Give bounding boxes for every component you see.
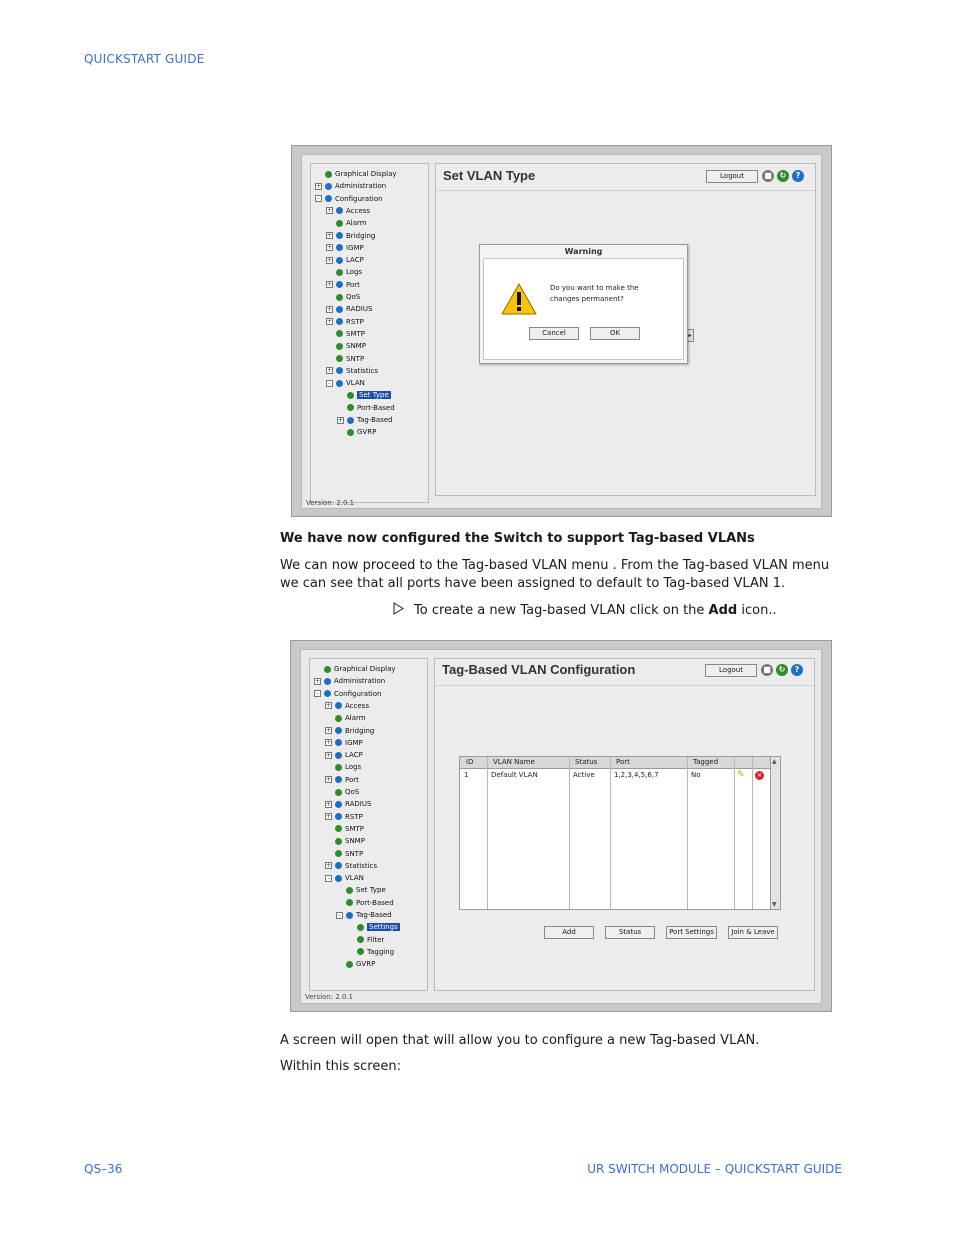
nav-item-sntp[interactable] bbox=[325, 848, 363, 860]
nav-item-set-type[interactable] bbox=[336, 884, 386, 896]
nav-item-label: SNMP bbox=[345, 837, 365, 846]
nav-item-label: LACP bbox=[346, 256, 364, 265]
page-bullet-icon bbox=[336, 220, 343, 227]
nav-item-label: Configuration bbox=[335, 194, 383, 203]
nav-item-port[interactable] bbox=[325, 774, 359, 786]
port-settings-button[interactable]: Port Settings bbox=[666, 926, 717, 939]
page-bullet-icon bbox=[335, 789, 342, 796]
folder-bullet-icon bbox=[335, 776, 342, 783]
collapse-icon[interactable]: - bbox=[336, 912, 343, 919]
title-divider bbox=[435, 685, 814, 686]
expand-icon[interactable]: + bbox=[326, 813, 332, 821]
expand-icon[interactable]: + bbox=[327, 256, 333, 264]
nav-item-filter[interactable] bbox=[347, 934, 384, 946]
nav-item-label: GVRP bbox=[357, 428, 377, 437]
folder-bullet-icon bbox=[336, 380, 343, 387]
expand-icon[interactable]: + bbox=[327, 318, 333, 326]
nav-item-bridging[interactable] bbox=[326, 230, 375, 242]
page-bullet-icon bbox=[325, 171, 332, 178]
expand-icon[interactable]: + bbox=[327, 207, 333, 215]
folder-bullet-icon bbox=[335, 801, 342, 808]
section-heading: We have now configured the Switch to support Tag-based VLANs bbox=[280, 531, 755, 546]
nav-item-label: SMTP bbox=[346, 329, 365, 338]
dialog-title: Warning bbox=[564, 247, 603, 256]
table-scrollbar[interactable] bbox=[770, 757, 780, 909]
nav-item-sntp[interactable] bbox=[326, 353, 364, 365]
screenshot-set-vlan-type bbox=[291, 145, 832, 517]
content-area bbox=[434, 658, 815, 991]
nav-item-label: Graphical Display bbox=[335, 170, 397, 178]
expand-icon[interactable]: + bbox=[327, 232, 333, 239]
nav-item-label: Port-Based bbox=[356, 898, 394, 907]
instruction-prefix: To create a new Tag-based VLAN click on the bbox=[414, 603, 709, 618]
nav-item-label: Set Type bbox=[356, 886, 386, 895]
nav-item-label: IGMP bbox=[345, 738, 363, 747]
expand-icon[interactable]: + bbox=[316, 182, 322, 190]
expand-icon[interactable]: + bbox=[326, 751, 332, 759]
nav-item-label: RADIUS bbox=[346, 305, 373, 314]
nav-item-vlan[interactable] bbox=[326, 377, 365, 389]
add-button[interactable]: Add bbox=[544, 926, 594, 939]
nav-item-label: LACP bbox=[345, 751, 363, 760]
folder-bullet-icon bbox=[336, 257, 343, 264]
warning-dialog bbox=[479, 244, 688, 364]
expand-icon[interactable]: + bbox=[326, 800, 332, 808]
column-header-vlan-name: VLAN Name bbox=[493, 758, 535, 766]
expand-icon[interactable]: + bbox=[315, 677, 321, 685]
collapse-icon[interactable]: - bbox=[314, 690, 321, 697]
folder-bullet-icon bbox=[335, 813, 342, 820]
nav-item-qos[interactable] bbox=[326, 291, 360, 303]
footer-title: UR SWITCH MODULE – QUICKSTART GUIDE bbox=[587, 1162, 842, 1176]
column-header-status: Status bbox=[575, 758, 598, 766]
version-label: Version: 2.0.1 bbox=[306, 499, 355, 507]
nav-item-smtp[interactable] bbox=[326, 328, 365, 340]
nav-item-label: Settings bbox=[369, 923, 398, 932]
logout-button[interactable]: Logout bbox=[705, 664, 757, 677]
page-header: QUICKSTART GUIDE bbox=[84, 52, 205, 66]
nav-item-label: RSTP bbox=[346, 317, 364, 326]
collapse-icon[interactable]: - bbox=[325, 875, 332, 882]
dropdown-arrow-icon[interactable]: ▸ bbox=[686, 329, 694, 342]
column-header-tagged: Tagged bbox=[693, 758, 719, 766]
nav-item-label: Access bbox=[346, 206, 370, 215]
column-header-id: ID bbox=[466, 758, 474, 766]
navigation-tree bbox=[310, 163, 429, 503]
column-divider bbox=[687, 757, 688, 909]
folder-bullet-icon bbox=[346, 912, 353, 919]
folder-bullet-icon bbox=[325, 195, 332, 202]
nav-item-settings[interactable] bbox=[347, 921, 400, 933]
warning-icon bbox=[501, 283, 537, 315]
page-bullet-icon bbox=[357, 936, 364, 943]
nav-item-label: Tagging bbox=[367, 947, 395, 956]
scroll-up-icon[interactable]: ▲ bbox=[772, 758, 777, 765]
expand-icon[interactable]: + bbox=[326, 727, 332, 734]
nav-item-label: Set Type bbox=[359, 391, 389, 400]
page-bullet-icon bbox=[357, 948, 364, 955]
scroll-down-icon[interactable]: ▼ bbox=[772, 901, 777, 908]
nav-item-access[interactable] bbox=[325, 700, 369, 712]
expand-icon[interactable]: + bbox=[326, 862, 332, 870]
nav-item-igmp[interactable] bbox=[325, 737, 363, 749]
nav-item-label: RADIUS bbox=[345, 800, 372, 809]
nav-item-label: QoS bbox=[345, 788, 360, 796]
nav-item-tagging[interactable] bbox=[347, 946, 394, 958]
page-bullet-icon bbox=[336, 330, 343, 337]
nav-item-label: Administration bbox=[335, 182, 387, 191]
nav-item-label: Tag-Based bbox=[357, 416, 393, 424]
nav-item-label: Port-Based bbox=[357, 403, 395, 412]
nav-item-bridging[interactable] bbox=[325, 725, 374, 737]
folder-bullet-icon bbox=[324, 690, 331, 697]
nav-item-label: QoS bbox=[346, 293, 361, 301]
refresh-icon[interactable]: ↻ bbox=[776, 664, 788, 676]
dialog-body bbox=[483, 258, 684, 360]
page-bullet-icon bbox=[335, 838, 342, 845]
nav-item-label: VLAN bbox=[346, 379, 365, 388]
nav-item-label: SNTP bbox=[345, 849, 364, 858]
folder-bullet-icon bbox=[336, 244, 343, 251]
nav-item-label: SNMP bbox=[346, 342, 366, 351]
nav-item-label: Filter bbox=[367, 935, 385, 944]
column-divider bbox=[569, 757, 570, 909]
nav-item-statistics[interactable] bbox=[326, 365, 378, 377]
nav-item-alarm[interactable] bbox=[326, 217, 367, 229]
nav-item-label: Tag-Based bbox=[356, 911, 392, 919]
page-bullet-icon bbox=[324, 666, 331, 673]
page-number: QS–36 bbox=[84, 1162, 123, 1176]
nav-item-tag-based[interactable] bbox=[337, 414, 393, 426]
nav-item-rstp[interactable] bbox=[326, 316, 364, 328]
nav-item-snmp[interactable] bbox=[325, 835, 365, 847]
nav-item-label: Alarm bbox=[346, 219, 367, 228]
page-bullet-icon bbox=[336, 355, 343, 362]
cell-vlan-name: Default VLAN bbox=[491, 771, 538, 779]
screenshot-panel bbox=[301, 154, 822, 509]
help-icon[interactable]: ? bbox=[792, 170, 804, 182]
nav-item-label: SMTP bbox=[345, 824, 364, 833]
expand-icon[interactable]: + bbox=[326, 739, 332, 747]
nav-item-gvrp[interactable] bbox=[337, 426, 376, 438]
instruction-line bbox=[393, 602, 777, 620]
folder-bullet-icon bbox=[335, 862, 342, 869]
cancel-button[interactable]: Cancel bbox=[529, 327, 579, 340]
nav-item-port[interactable] bbox=[326, 279, 360, 291]
column-divider bbox=[610, 757, 611, 909]
expand-icon[interactable]: + bbox=[327, 281, 333, 289]
nav-item-rstp[interactable] bbox=[325, 811, 363, 823]
nav-item-label: IGMP bbox=[346, 243, 364, 252]
version-label: Version: 2.0.1 bbox=[305, 993, 354, 1001]
column-divider bbox=[487, 757, 488, 909]
folder-bullet-icon bbox=[335, 739, 342, 746]
nav-item-configuration[interactable] bbox=[314, 688, 381, 700]
page-bullet-icon bbox=[335, 825, 342, 832]
page-bullet-icon bbox=[346, 899, 353, 906]
nav-item-label: Bridging bbox=[345, 726, 375, 735]
column-header-port: Port bbox=[616, 758, 630, 766]
help-icon[interactable]: ? bbox=[791, 664, 803, 676]
nav-item-radius[interactable] bbox=[326, 303, 372, 315]
content-area bbox=[435, 163, 816, 496]
paragraph-tag-based-menu: We can now proceed to the Tag-based VLAN menu . From the Tag-based VLAN menu we can see that all ports have been assigned to default to Tag-based VLAN 1. bbox=[280, 558, 830, 591]
page-bullet-icon bbox=[335, 850, 342, 857]
instruction-bold: Add bbox=[708, 603, 738, 618]
nav-item-tag-based[interactable] bbox=[336, 909, 392, 921]
nav-item-gvrp[interactable] bbox=[336, 958, 375, 970]
vlan-table bbox=[459, 756, 781, 910]
triangle-bullet-icon bbox=[393, 602, 404, 615]
logout-button[interactable]: Logout bbox=[706, 170, 758, 183]
screenshot-tag-based-vlan bbox=[290, 640, 832, 1012]
folder-bullet-icon bbox=[336, 281, 343, 288]
save-icon[interactable]: ■ bbox=[761, 664, 773, 676]
nav-item-graphical-display[interactable] bbox=[315, 168, 397, 180]
nav-item-alarm[interactable] bbox=[325, 712, 366, 724]
folder-bullet-icon bbox=[336, 232, 343, 239]
folder-bullet-icon bbox=[347, 417, 354, 424]
nav-item-label: GVRP bbox=[356, 960, 376, 969]
page-bullet-icon bbox=[346, 887, 353, 894]
nav-item-administration[interactable] bbox=[315, 180, 386, 192]
expand-icon[interactable]: + bbox=[326, 776, 332, 784]
folder-bullet-icon bbox=[336, 318, 343, 325]
nav-item-access[interactable] bbox=[326, 205, 370, 217]
nav-item-label: RSTP bbox=[345, 812, 363, 821]
folder-bullet-icon bbox=[325, 183, 332, 190]
page-bullet-icon bbox=[346, 961, 353, 968]
nav-item-statistics[interactable] bbox=[325, 860, 377, 872]
nav-item-label: Graphical Display bbox=[334, 665, 396, 673]
nav-item-label: Configuration bbox=[334, 689, 382, 698]
cell-id: 1 bbox=[464, 771, 469, 779]
nav-item-label: Port bbox=[346, 280, 360, 289]
folder-bullet-icon bbox=[335, 875, 342, 882]
folder-bullet-icon bbox=[336, 306, 343, 313]
nav-item-qos[interactable] bbox=[325, 786, 359, 798]
nav-item-label: Logs bbox=[345, 763, 362, 772]
navigation-tree bbox=[309, 658, 428, 991]
nav-item-radius[interactable] bbox=[325, 798, 371, 810]
nav-item-label: Bridging bbox=[346, 231, 376, 240]
join-leave-button[interactable]: Join & Leave bbox=[728, 926, 778, 939]
page-bullet-icon bbox=[347, 392, 354, 399]
delete-icon[interactable]: ✕ bbox=[756, 772, 763, 779]
dialog-message: Do you want to make the changes permanent? bbox=[550, 284, 639, 303]
nav-item-logs[interactable] bbox=[325, 761, 361, 773]
page-bullet-icon bbox=[357, 924, 364, 931]
save-icon[interactable]: ■ bbox=[762, 170, 774, 182]
nav-item-set-type[interactable] bbox=[337, 389, 391, 401]
expand-icon[interactable]: + bbox=[327, 305, 333, 313]
folder-bullet-icon bbox=[335, 702, 342, 709]
nav-item-label: VLAN bbox=[345, 874, 364, 883]
page-bullet-icon bbox=[336, 294, 343, 301]
refresh-icon[interactable]: ↻ bbox=[777, 170, 789, 182]
folder-bullet-icon bbox=[335, 727, 342, 734]
folder-bullet-icon bbox=[336, 367, 343, 374]
nav-item-label: Port bbox=[345, 775, 359, 784]
expand-icon[interactable]: + bbox=[326, 702, 332, 710]
screenshot-panel bbox=[300, 649, 822, 1004]
nav-item-label: Statistics bbox=[345, 861, 377, 870]
collapse-icon[interactable]: - bbox=[315, 195, 322, 202]
paragraph-new-vlan-screen: A screen will open that will allow you to configure a new Tag-based VLAN. bbox=[280, 1033, 760, 1048]
page-bullet-icon bbox=[335, 715, 342, 722]
status-button[interactable]: Status bbox=[605, 926, 655, 939]
page-bullet-icon bbox=[347, 429, 354, 436]
expand-icon[interactable]: + bbox=[338, 416, 344, 424]
nav-item-lacp[interactable] bbox=[326, 254, 364, 266]
cell-status: Active bbox=[573, 771, 595, 779]
page-bullet-icon bbox=[335, 764, 342, 771]
nav-item-configuration[interactable] bbox=[315, 193, 382, 205]
page-title: Tag-Based VLAN Configuration bbox=[442, 662, 636, 677]
page-title: Set VLAN Type bbox=[443, 168, 536, 183]
page-bullet-icon bbox=[336, 269, 343, 276]
folder-bullet-icon bbox=[336, 207, 343, 214]
nav-item-graphical-display[interactable] bbox=[314, 663, 396, 675]
expand-icon[interactable]: + bbox=[327, 244, 333, 252]
nav-item-label: Alarm bbox=[345, 714, 366, 723]
column-divider bbox=[734, 757, 735, 909]
folder-bullet-icon bbox=[335, 752, 342, 759]
nav-item-label: Statistics bbox=[346, 366, 378, 375]
nav-item-label: Logs bbox=[346, 268, 363, 277]
expand-icon[interactable]: + bbox=[327, 367, 333, 375]
edit-icon[interactable]: ✎ bbox=[737, 770, 745, 780]
nav-item-administration[interactable] bbox=[314, 675, 385, 687]
ok-button[interactable]: OK bbox=[590, 327, 640, 340]
cell-tagged: No bbox=[691, 771, 701, 779]
nav-item-vlan[interactable] bbox=[325, 872, 364, 884]
collapse-icon[interactable]: - bbox=[326, 380, 333, 387]
nav-item-port-based[interactable] bbox=[337, 402, 395, 414]
nav-item-label: SNTP bbox=[346, 354, 365, 363]
nav-item-igmp[interactable] bbox=[326, 242, 364, 254]
page-bullet-icon bbox=[347, 404, 354, 411]
nav-item-label: Access bbox=[345, 701, 369, 710]
paragraph-within-screen: Within this screen: bbox=[280, 1059, 401, 1074]
nav-item-lacp[interactable] bbox=[325, 749, 363, 761]
nav-item-smtp[interactable] bbox=[325, 823, 364, 835]
nav-item-label: Administration bbox=[334, 677, 386, 686]
folder-bullet-icon bbox=[324, 678, 331, 685]
nav-item-snmp[interactable] bbox=[326, 340, 366, 352]
instruction-suffix: icon.. bbox=[737, 603, 777, 618]
cell-port: 1,2,3,4,5,6,7 bbox=[614, 771, 659, 779]
title-divider bbox=[436, 190, 815, 191]
column-divider bbox=[752, 757, 753, 909]
nav-item-port-based[interactable] bbox=[336, 897, 394, 909]
page-bullet-icon bbox=[336, 343, 343, 350]
nav-item-logs[interactable] bbox=[326, 266, 362, 278]
